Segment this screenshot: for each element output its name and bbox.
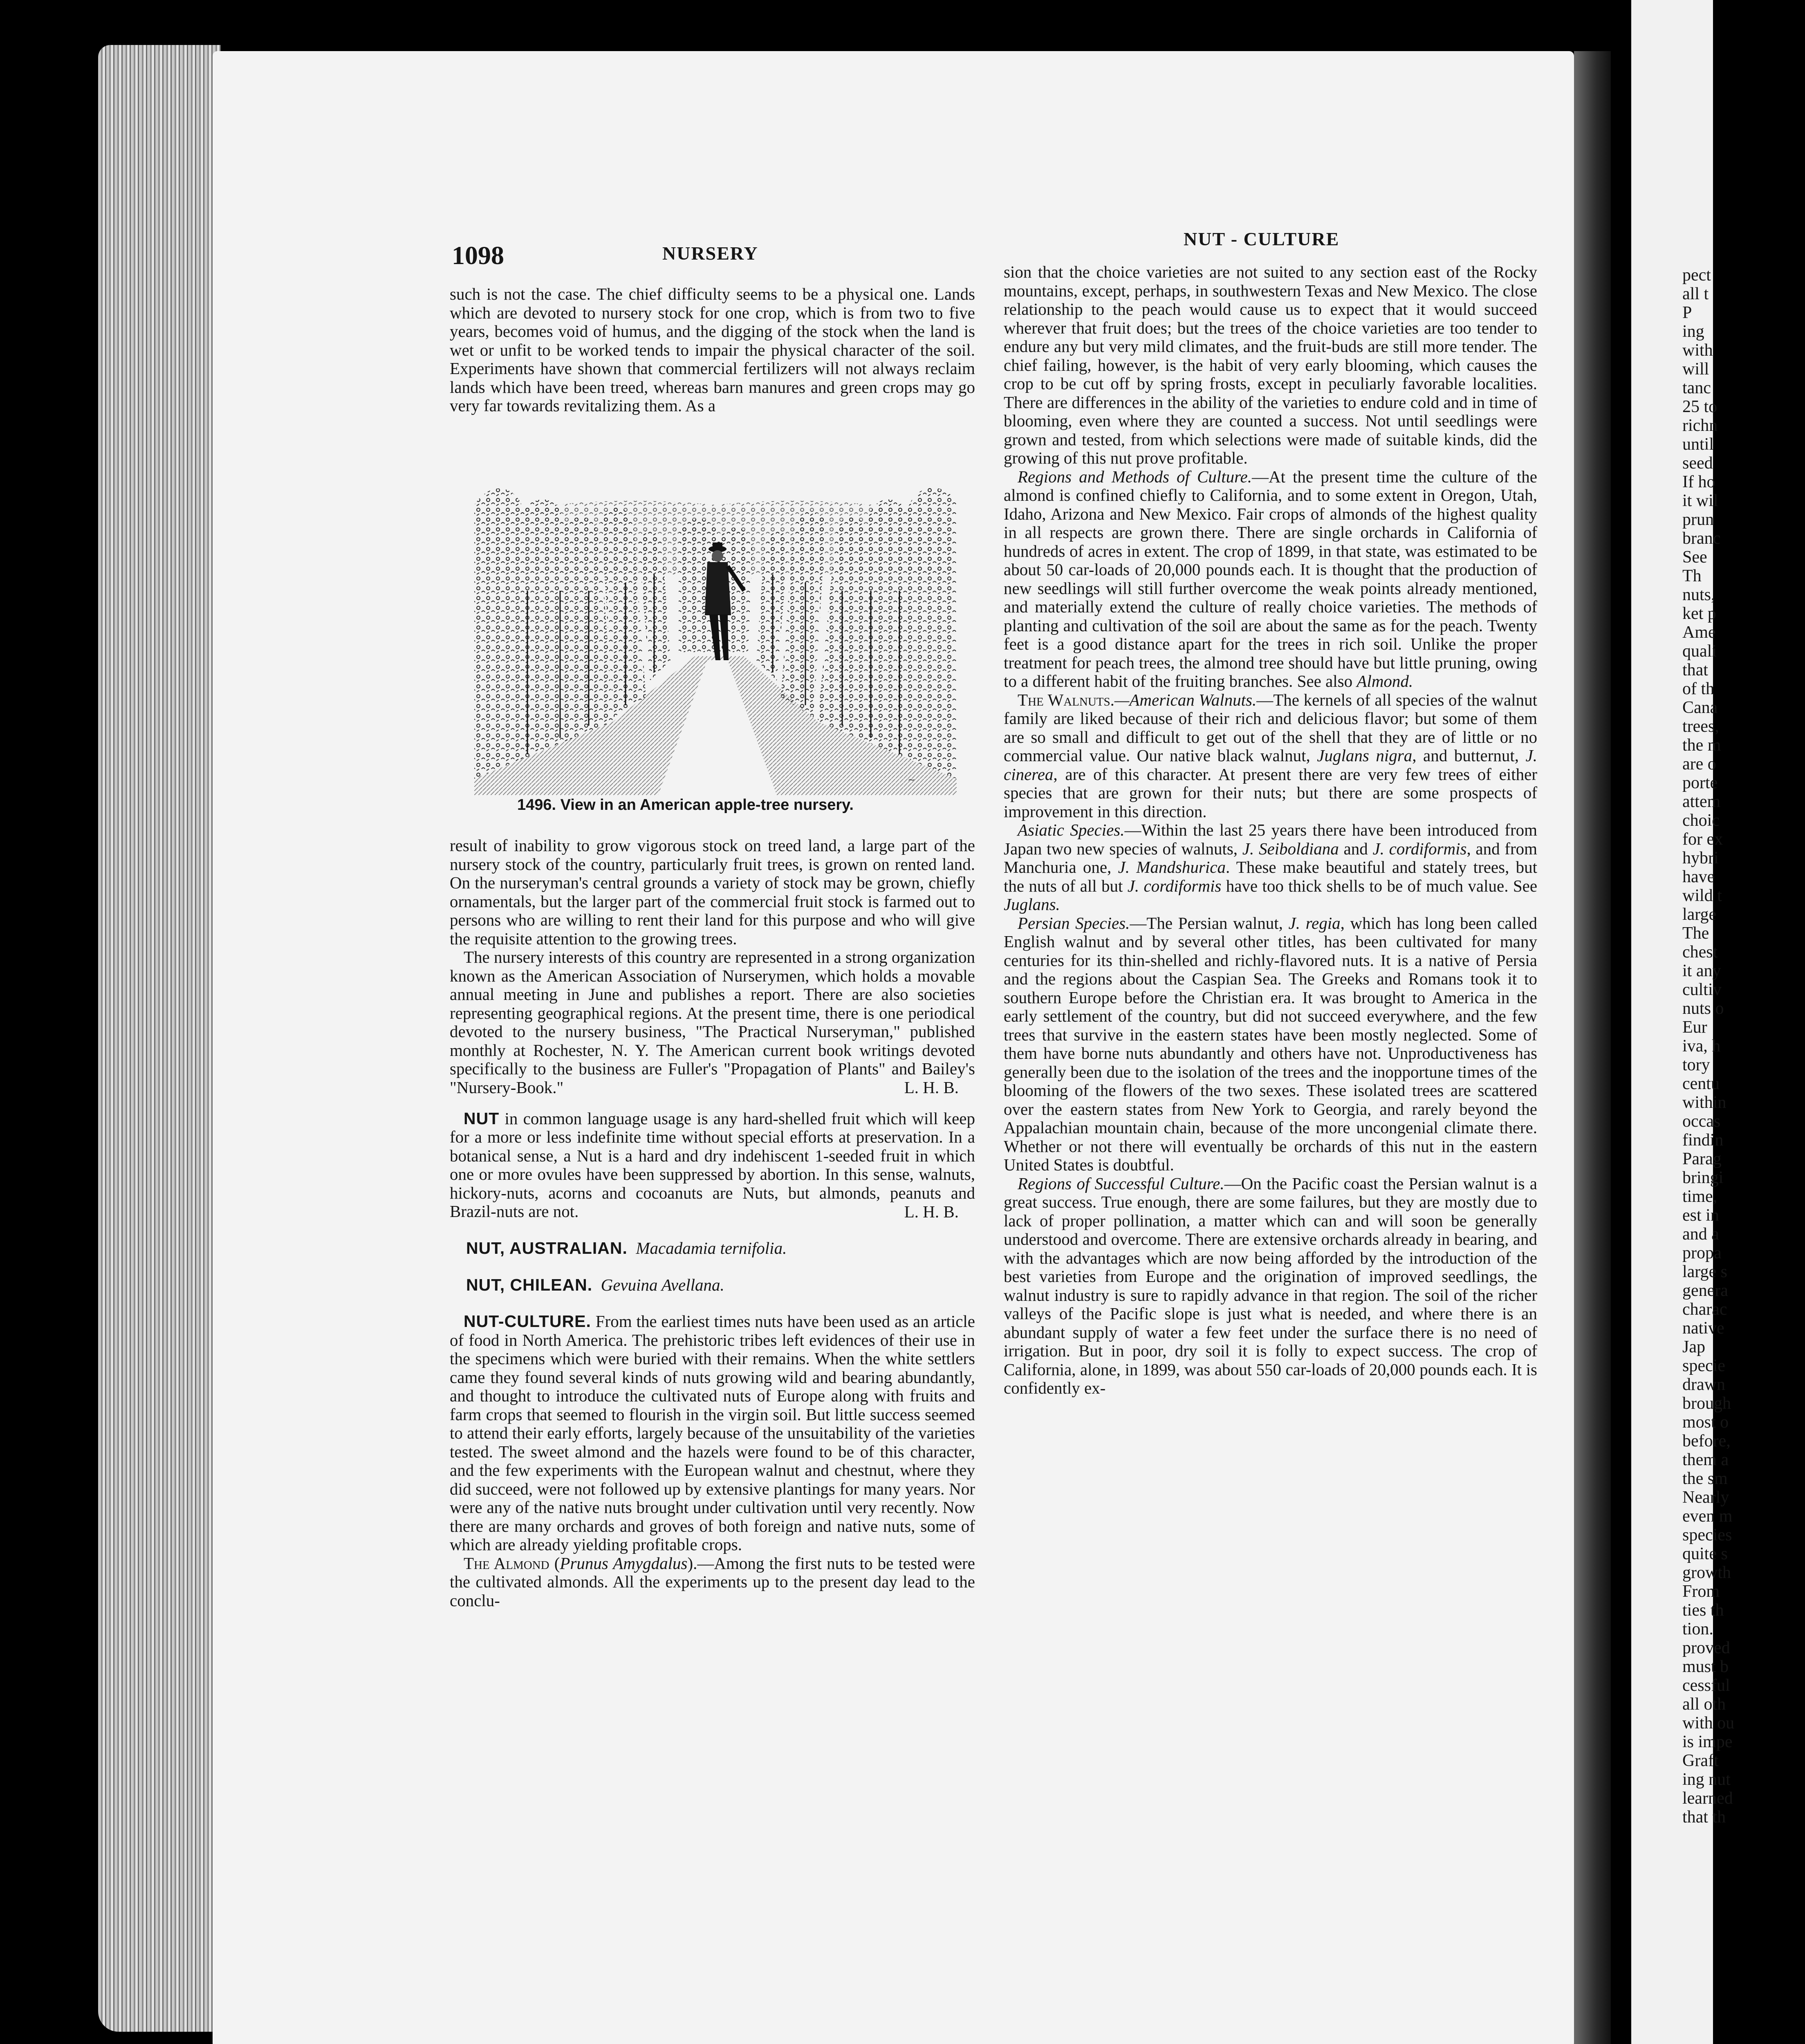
subsection-head: —American Walnuts. bbox=[1114, 690, 1257, 709]
subsection-head: Persian Species. bbox=[1018, 913, 1130, 932]
facing-page-line: large bbox=[1682, 905, 1717, 924]
facing-page-line: it wil bbox=[1682, 491, 1718, 510]
subsection-head: Asiatic Species. bbox=[1018, 820, 1125, 839]
section-text: , and butternut, bbox=[1412, 746, 1519, 765]
facing-page-line: drawn bbox=[1682, 1375, 1725, 1394]
facing-page-line: Nearly bbox=[1682, 1488, 1729, 1507]
facing-page-line: If ho bbox=[1682, 473, 1715, 491]
entry-text: From the earliest times nuts have been used as an article of food in North America. The prehistoric tribes left evidences of their use in the specimens which were buried with their remains. When the white settlers came they found several kinds of nuts growing wild and bearing abundantly, and thought to introduce the cultivated nuts of Europe along with fruits and farm crops that seemed to flourish in the virgin soil. But little success seemed to attend their early efforts, largely because of the unsuitability of the varieties tested. The sweet almond and the hazels were found to be of this character, and the few experiments with the European walnut and chestnut, where they did succeed, were not followed up by extensive plantings for many years. Nor were any of the native nuts brought under cultivation until very recently. Now there are many orchards and groves of both foreign and native nuts, some of which are already yielding profitable crops. bbox=[450, 1312, 975, 1554]
facing-page-line: is impe bbox=[1682, 1732, 1733, 1751]
headword: NUT, AUSTRALIAN. bbox=[466, 1239, 628, 1257]
facing-page-line: Cana bbox=[1682, 698, 1718, 717]
facing-page-line: brough bbox=[1682, 1394, 1731, 1413]
section-text: have too thick shells to be of much value. See bbox=[1226, 876, 1538, 895]
facing-page-line: prun bbox=[1682, 510, 1714, 529]
facing-page-line: will bbox=[1682, 360, 1709, 379]
facing-page-line: est in bbox=[1682, 1206, 1719, 1225]
facing-page-line: and a bbox=[1682, 1225, 1719, 1244]
botanical-name: Juglans nigra bbox=[1317, 746, 1413, 765]
section-head: Regions and Methods of Culture. bbox=[1018, 467, 1252, 486]
facing-page-line: learned bbox=[1682, 1789, 1733, 1808]
facing-page-line: specie bbox=[1682, 1356, 1725, 1375]
facing-page-line: trees, bbox=[1682, 717, 1719, 736]
facing-page-line: are o bbox=[1682, 755, 1716, 773]
facing-page-line: Th bbox=[1682, 567, 1702, 585]
facing-page-line: findin bbox=[1682, 1131, 1724, 1150]
section-text: —The Persian walnut, bbox=[1130, 913, 1283, 932]
entry-nut-culture bbox=[450, 1312, 975, 1554]
section-almond: The Almond (Prunus Amygdalus).—Among the first nuts to be tested were the cultivated almonds. All the experiments up to the present day lead to the conclu- bbox=[450, 1553, 975, 1610]
botanical-name: Macadamia ternifolia. bbox=[636, 1239, 787, 1257]
facing-page-line: nuts, bbox=[1682, 585, 1715, 604]
section-text: —The kernels of all species of the walnut family are liked because of their rich and delicious flavor; but some of them are so small and difficult to get out of the shell that they are of little or no commercial value. Our native black walnut, bbox=[1004, 690, 1538, 765]
facing-page-line: for ex bbox=[1682, 830, 1723, 849]
facing-page-line: cultiv bbox=[1682, 980, 1722, 999]
facing-page-line: porte bbox=[1682, 773, 1718, 792]
section-text: —On the Pacific coast the Persian walnut is a great success. True enough, there are some failures, but they are mostly due to lack of proper pollination, a matter which can and will soon be generally understood and overcome. There are extensive orchards already in bearing, and with the advantages which are now being afforded by the introduction of the best varieties from Europe and the origination of improved seedlings, the walnut industry is sure to rapidly advance in that region. The soil of the richer valleys of the Pacific slope is just what is needed, and where there is an abundant supply of water a few feet under the surface there is no need of irrigation. But in poor, dry soil it is folly to expect success. The crop of California, alone, in 1899, was about 550 car-loads of 20,000 pounds each. It is confidently ex- bbox=[1004, 1174, 1537, 1397]
facing-page-line: Jap bbox=[1682, 1338, 1705, 1356]
facing-page-line: species bbox=[1682, 1526, 1732, 1544]
signature: L. H. B. bbox=[904, 1078, 959, 1097]
facing-page-line: branc bbox=[1682, 529, 1721, 548]
facing-page-line: 25 to bbox=[1682, 397, 1718, 416]
paragraph: such is not the case. The chief difficulty seems to be a physical one. Lands which are devoted to nursery stock for one crop, which is from two to five years, becomes void of humus, and the digging of the stock when the land is wet or unfit to be worked tends to impair the physical character of the soil. Experiments have shown that commercial fertilizers will not always reclaim lands which have been treed, whereas barn manures and green crops may go very far towards revitalizing them. As a bbox=[450, 285, 975, 415]
facing-page-line: genera bbox=[1682, 1281, 1728, 1300]
facing-page-line: tion. bbox=[1682, 1620, 1713, 1638]
facing-page-line: See bbox=[1682, 548, 1707, 567]
facing-page-line: all t bbox=[1682, 285, 1709, 303]
facing-page-line: proved bbox=[1682, 1638, 1730, 1657]
nursery-illustration bbox=[466, 468, 965, 795]
headword: NUT, CHILEAN. bbox=[466, 1275, 593, 1294]
facing-page-line: them a bbox=[1682, 1450, 1729, 1469]
section-text: , which has long been called English walnut and by several other titles, has been cultivated for many centuries for its thin-shelled and richly-flavored nuts. It is a native of Persia and the regions about the Caspian Sea. The Greeks and Romans took it to southern Europe before the Christian era. It was brought to America in the early settlement of the country, but did not succeed everywhere, and the few trees that survive in the eastern states have been mostly neglected. Some of them have borne nuts abundantly and others have not. Unproductiveness has generally been due to the isolation of the trees and the inopportune times of the blooming of the flowers of the two sexes. These isolated trees are scattered over the eastern states from New York to Georgia, and rarely beyond the Appalachian mountain chain, because of the more uncongenial climate there. Whether or not there will eventually be orchards of this nut in the eastern United States is doubtful. bbox=[1004, 913, 1538, 1174]
facing-page-line: charac bbox=[1682, 1300, 1727, 1319]
facing-page-line: of th bbox=[1682, 679, 1715, 698]
headword: NUT bbox=[464, 1109, 500, 1128]
facing-page-line: occas bbox=[1682, 1112, 1721, 1131]
section-text: —At the present time the culture of the almond is confined chiefly to California, and to some extent in Oregon, Utah, Idaho, Arizona and New Mexico. Fair crops of almonds of the highest quality in all respects are grown there. There are single orchards in California of hundreds of acres in extent. The crop of 1899, in that state, was estimated to be about 50 car-loads of 20,000 pounds each. It is thought that the production of new seedlings will still further overcome the weak points already mentioned, and materially extend the culture of really choice varieties. The methods of planting and cultivation of the soil are about the same as for the peach. Twenty feet is a good distance apart for the trees in rich soil. Unlike the proper treatment for peach trees, the almond tree should have but little pruning, owing to a different habit of the fruiting branches. See also bbox=[1004, 467, 1537, 690]
facing-page-line: all oth bbox=[1682, 1695, 1726, 1714]
botanical-name: J. Mandshurica bbox=[1118, 858, 1226, 876]
section-text: , and from Manchuria one, bbox=[1004, 839, 1538, 876]
section-head: The Walnuts. bbox=[1018, 690, 1114, 709]
facing-page-line: large s bbox=[1682, 1262, 1728, 1281]
book-page-edges bbox=[98, 45, 221, 2032]
facing-page-line: The bbox=[1682, 924, 1709, 943]
facing-page-line: with ou bbox=[1682, 1714, 1735, 1732]
section-successful bbox=[1004, 1174, 1537, 1398]
running-head-left: NURSERY bbox=[662, 243, 758, 264]
section-head: The Almond bbox=[464, 1553, 549, 1573]
headword: NUT-CULTURE. bbox=[464, 1312, 591, 1331]
facing-page-line: choic bbox=[1682, 811, 1720, 830]
paragraph: result of inability to grow vigorous stock on treed land, a large part of the nursery stock of the country, particularly fruit trees, is grown on rented land. On the nurseryman's central grounds a variety of stock may be grown, chiefly ornamentals, but the larger part of the commercial fruit stock is farmed out to persons who are willing to rent their land for this purpose and who will give the requisite attention to the growing trees. bbox=[450, 836, 975, 948]
facing-page-line: From bbox=[1682, 1582, 1720, 1601]
left-column-bottom bbox=[450, 836, 975, 1610]
facing-page-line: cessful bbox=[1682, 1676, 1730, 1695]
facing-page-line: hybri bbox=[1682, 849, 1719, 867]
facing-page-line: Eur bbox=[1682, 1018, 1707, 1037]
facing-page-line: iva, h bbox=[1682, 1037, 1721, 1056]
facing-page-line: quali bbox=[1682, 642, 1717, 661]
signature: L. H. B. bbox=[904, 1202, 959, 1221]
left-column-top bbox=[450, 285, 975, 415]
facing-page-line: ket p bbox=[1682, 604, 1716, 623]
section-regions bbox=[1004, 468, 1537, 691]
facing-page-line: that th bbox=[1682, 1808, 1726, 1827]
page-number: 1098 bbox=[452, 241, 504, 270]
paragraph: The nursery interests of this country are represented in a strong organization known as the American Association of Nurserymen, which holds a movable annual meeting in June and publishes a report. There are also societies representing geographical regions. At the present time, there is one periodical devoted to the nursery business, "The Practical Nurseryman," published monthly at Rochester, N. Y. The American current book writings devoted specifically to the business are Fuller's "Propagation of Plants" and Bailey's "Nursery-Book." bbox=[450, 948, 975, 1097]
facing-page-line: growth bbox=[1682, 1563, 1731, 1582]
section-text: , are of this character. At present there are very few trees of either species that are grown for their nuts; but there are some prospects of improvement in this direction. bbox=[1004, 764, 1537, 821]
facing-page-line: ing nut bbox=[1682, 1770, 1731, 1789]
facing-page-line: the sm bbox=[1682, 1469, 1728, 1488]
facing-page-line: chest bbox=[1682, 943, 1718, 961]
facing-page-line: until bbox=[1682, 435, 1714, 454]
botanical-name: J. regia bbox=[1288, 913, 1341, 932]
botanical-name: J. cordiformis bbox=[1372, 839, 1467, 858]
facing-page-line: even m bbox=[1682, 1507, 1733, 1526]
facing-page-line: pect bbox=[1682, 266, 1711, 285]
botanical-name: Prunus Amygdalus bbox=[560, 1553, 688, 1573]
section-persian bbox=[1004, 914, 1537, 1174]
facing-page-line: ties th bbox=[1682, 1601, 1724, 1620]
cross-reference: Almond. bbox=[1357, 672, 1413, 690]
facing-page-line: seed bbox=[1682, 454, 1713, 473]
botanical-name: J. cordiformis bbox=[1127, 876, 1222, 895]
section-text: . These make beautiful and stately trees, but the nuts of all but bbox=[1004, 858, 1537, 895]
figure-caption: 1496. View in an American apple-tree nursery. bbox=[517, 796, 854, 814]
facing-page-line: richn bbox=[1682, 416, 1718, 435]
svg-text:~: ~ bbox=[908, 775, 915, 785]
facing-page-line: nuts o bbox=[1682, 999, 1724, 1018]
entry-text: in common language usage is any hard-shelled fruit which will keep for a more or less indefinite time without special efforts at preservation. In a botanical sense, a Nut is a hard and dry indehiscent 1-seeded fruit in which one or more ovules have been suppressed by abortion. In this sense, walnuts, hickory-nuts, acorns and cocoanuts are Nuts, but almonds, peanuts and Brazil-nuts are not. bbox=[450, 1109, 975, 1221]
facing-page-line: centu bbox=[1682, 1074, 1720, 1093]
facing-page-line: ing bbox=[1682, 322, 1704, 341]
facing-page-line: most o bbox=[1682, 1413, 1729, 1432]
section-text: —Among the first nuts to be tested were the cultivated almonds. All the experiments up to the present day lead to the conclu- bbox=[450, 1553, 975, 1610]
botanical-name: J. Seiboldiana bbox=[1242, 839, 1339, 858]
botanical-name: J. cinerea bbox=[1004, 746, 1537, 784]
entry-nut-australian bbox=[450, 1239, 975, 1258]
facing-page-line: Ame bbox=[1682, 623, 1716, 642]
facing-page-line: bringi bbox=[1682, 1168, 1724, 1187]
facing-page-line: time, bbox=[1682, 1187, 1718, 1206]
section-walnuts bbox=[1004, 691, 1537, 821]
facing-page-line: the m bbox=[1682, 736, 1721, 755]
facing-page-line: attem bbox=[1682, 792, 1721, 811]
book-gutter bbox=[1574, 51, 1611, 2044]
facing-page-line: native bbox=[1682, 1319, 1724, 1338]
facing-page-line: with bbox=[1682, 341, 1713, 360]
facing-page-line: P bbox=[1682, 303, 1692, 322]
running-head-right: NUT - CULTURE bbox=[1184, 229, 1340, 249]
section-text: —Within the last 25 years there have been introduced from Japan two new species of walnuts, bbox=[1004, 820, 1537, 858]
facing-page-line: have bbox=[1682, 867, 1715, 886]
facing-page-line: Parag bbox=[1682, 1150, 1722, 1168]
entry-nut-chilean bbox=[450, 1276, 975, 1295]
facing-page-line: within bbox=[1682, 1093, 1727, 1112]
botanical-name: Gevuina Avellana. bbox=[601, 1275, 724, 1294]
facing-page-line: before, bbox=[1682, 1432, 1731, 1450]
facing-page-line: tory bbox=[1682, 1056, 1710, 1074]
facing-page-fragment bbox=[1631, 0, 1735, 2044]
facing-page-line: that bbox=[1682, 661, 1708, 679]
cross-reference: Juglans. bbox=[1004, 895, 1060, 914]
facing-page-line: wild t bbox=[1682, 886, 1722, 905]
paragraph: sion that the choice varieties are not suited to any section east of the Rocky mountains, except, perhaps, in southwestern Texas and New Mexico. The close relationship to the peach would cause us to expect that it would succeed wherever that fruit does; but the trees of the choice varieties are too tender to endure any but very mild climates, and the fruit-buds are still more tender. The chief failing, however, is the habit of very early blooming, which causes the crop to be cut off by spring frosts, except in peculiarly favorable localities. There are differences in the ability of the varieties to endure cold and in time of blooming, even where they are counted a success. Not until seedlings were grown and tested, from which selections were made of suitable kinds, did the growing of this nut prove profitable. bbox=[1004, 262, 1537, 467]
facing-page-line: propa bbox=[1682, 1244, 1722, 1262]
facing-page-line: Graft bbox=[1682, 1751, 1719, 1770]
subsection-head: Regions of Successful Culture. bbox=[1018, 1174, 1224, 1193]
section-asiatic bbox=[1004, 821, 1537, 914]
section-text: and bbox=[1343, 839, 1368, 858]
facing-page-line: tanc bbox=[1682, 379, 1711, 397]
facing-page-line: it any bbox=[1682, 961, 1721, 980]
facing-page-line: quite s bbox=[1682, 1544, 1728, 1563]
facing-page-line: must b bbox=[1682, 1657, 1729, 1676]
right-column bbox=[1004, 263, 1537, 1398]
